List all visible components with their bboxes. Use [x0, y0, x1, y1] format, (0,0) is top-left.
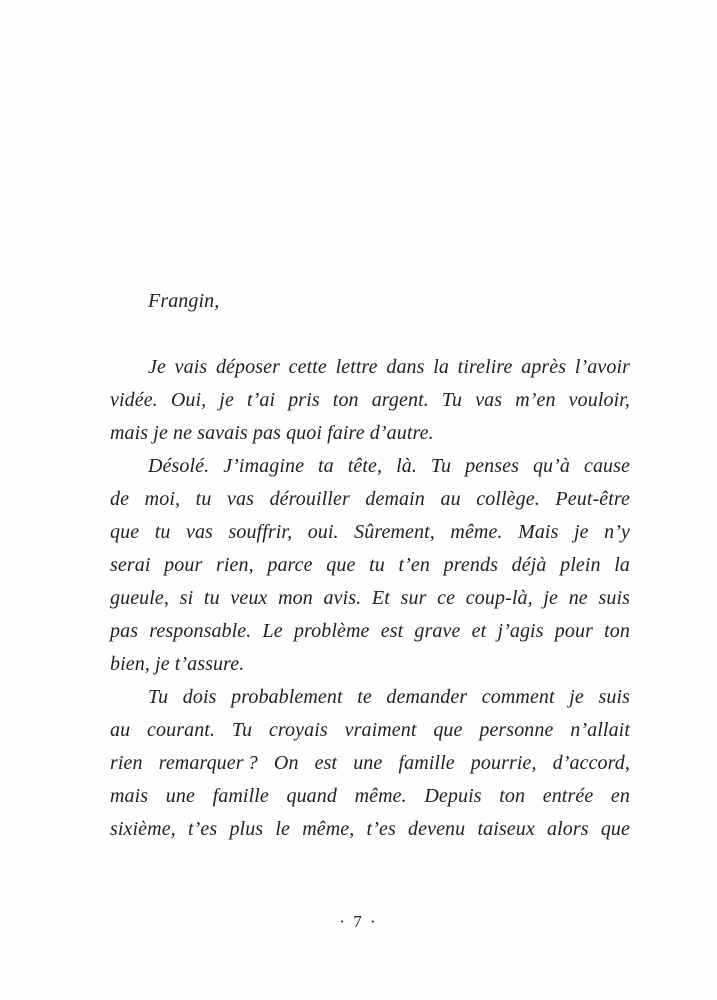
letter-line: serai pour rien, parce que tu t’en prends déjà plein la	[110, 554, 630, 576]
letter-line: Tu dois probablement te demander comment je suis	[148, 686, 630, 708]
letter-line: gueule, si tu veux mon avis. Et sur ce coup-là, je ne suis	[110, 587, 630, 609]
letter-line: rien remarquer ? On est une famille pourrie, d’accord,	[110, 752, 630, 774]
letter-line: mais une famille quand même. Depuis ton entrée en	[110, 785, 630, 807]
letter-line: de moi, tu vas dérouiller demain au collège. Peut-être	[110, 488, 630, 510]
letter-line: Je vais déposer cette lettre dans la tirelire après l’avoir	[148, 356, 630, 378]
letter-line: bien, je t’assure.	[110, 653, 245, 675]
letter-body	[110, 285, 630, 846]
letter-line: Désolé. J’imagine ta tête, là. Tu penses qu’à cause	[148, 455, 630, 477]
letter-line: que tu vas souffrir, oui. Sûrement, même. Mais je n’y	[110, 521, 630, 543]
letter-line: sixième, t’es plus le même, t’es devenu taiseux alors que	[110, 818, 630, 840]
letter-line: vidée. Oui, je t’ai pris ton argent. Tu vas m’en vouloir,	[110, 389, 630, 411]
letter-line: pas responsable. Le problème est grave et j’agis pour ton	[110, 620, 630, 642]
letter-salutation: Frangin,	[148, 290, 220, 312]
letter-line: au courant. Tu croyais vraiment que personne n’allait	[110, 719, 630, 741]
letter-line: mais je ne savais pas quoi faire d’autre.	[110, 422, 434, 444]
page-number: · 7 ·	[339, 912, 378, 931]
